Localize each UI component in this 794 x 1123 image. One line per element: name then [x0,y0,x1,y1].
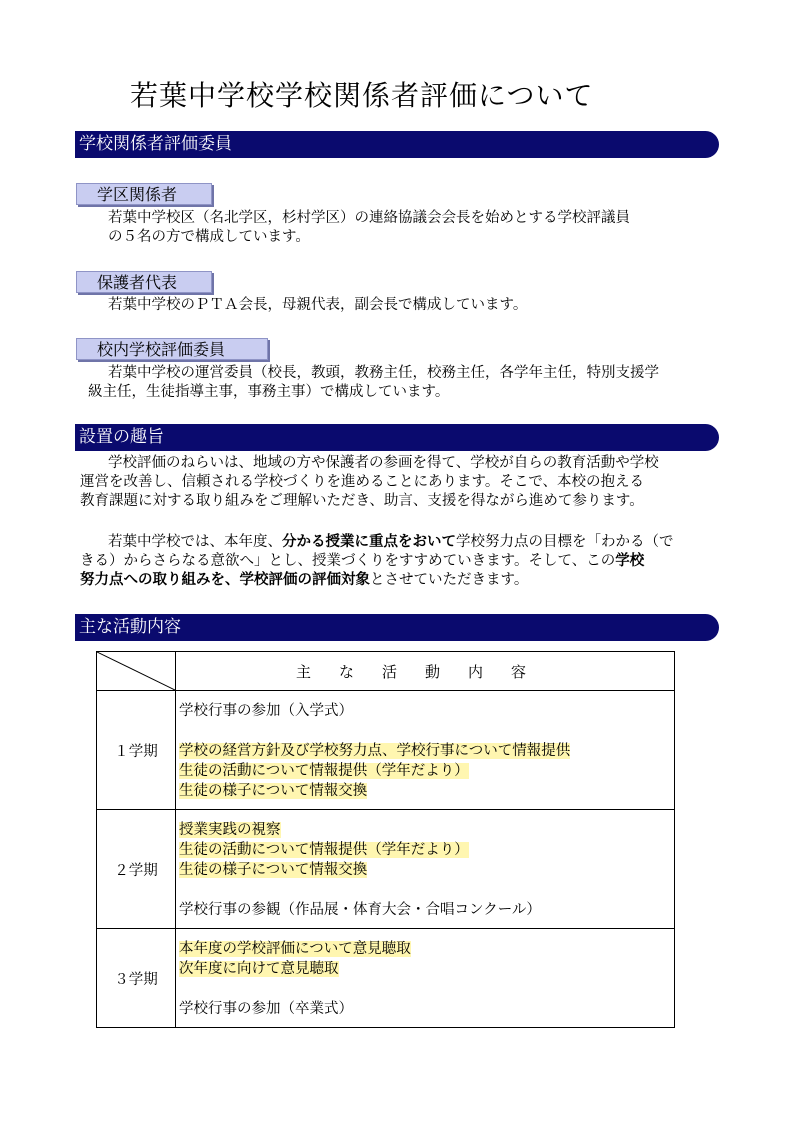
text-line: 学校評価のねらいは、地域の方や保護者の参画を得て、学校が自らの教育活動や学校 [108,455,659,471]
diagonal-line-icon [97,652,175,690]
spacer [179,979,671,999]
table-header-row [97,652,675,691]
activity-item: 生徒の様子について情報交換 [179,862,368,878]
section-heading-members: 学校関係者評価委員 [75,131,719,158]
desc-internal-committee [80,364,720,402]
activity-item: 学校行事の参加（卒業式） [179,1001,353,1017]
text-line: 級主任，生徒指導主事，事務主事）で構成しています。 [88,384,450,400]
purpose-paragraph-1 [80,454,720,511]
term-label: ３学期 [97,929,176,1028]
activity-item: 学校行事の参加（入学式） [179,703,353,719]
text-line: 教育課題に対する取り組みをご理解いただき、助言、支援を得ながら進めて参ります。 [80,493,644,509]
term-label: １学期 [97,691,176,810]
activity-item: 生徒の活動について情報提供（学年だより） [179,842,469,858]
page-title: 若葉中学校学校関係者評価について [130,79,594,112]
text-line: の５名の方で構成しています。 [108,229,310,245]
table-row [97,691,675,810]
spacer [179,721,671,741]
text-line: きる）からさらなる意欲へ」とし、授業づくりをすすめていきます。そして、この学校 [80,553,645,569]
text-line: 運営を改善し、信頼される学校づくりを進めることにあります。そこで、本校の抱える [80,474,645,490]
text-line: 若葉中学校の運営委員（校長，教頭，教務主任，校務主任，各学年主任，特別支援学 [108,365,659,381]
label-school-district: 学区関係者 [76,183,212,205]
activity-item: 本年度の学校評価について意見聴取 [179,941,411,957]
table-row [97,810,675,929]
text-line: 若葉中学校のＰＴＡ会長，母親代表，副会長で構成しています。 [108,297,528,313]
purpose-paragraph-2 [80,533,720,590]
activity-item: 次年度に向けて意見聴取 [179,961,339,977]
term-items [176,810,675,929]
text-line: 若葉中学校区（名北学区，杉村学区）の連絡協議会会長を始めとする学校評議員 [108,210,630,226]
section-heading-activities: 主な活動内容 [75,614,719,641]
activity-item: 学校行事の参観（作品展・体育大会・合唱コンクール） [179,902,541,918]
spacer [179,880,671,900]
table-row [97,929,675,1028]
activity-item: 生徒の様子について情報交換 [179,783,368,799]
term-label: ２学期 [97,810,176,929]
text-line: 努力点への取り組みを、学校評価の評価対象とさせていただきます。 [80,572,529,588]
table-header: 主な活動内容 [176,652,675,691]
label-parent-rep: 保護者代表 [76,271,212,293]
desc-parent-rep [80,296,720,315]
desc-school-district [80,209,720,247]
activity-item: 生徒の活動について情報提供（学年だより） [179,763,469,779]
activities-table [96,651,675,1028]
diagonal-header-cell [97,652,176,691]
term-items [176,691,675,810]
term-items [176,929,675,1028]
activity-item: 授業実践の視察 [179,822,281,838]
text-line: 若葉中学校では、本年度、分かる授業に重点をおいて学校努力点の目標を「わかる（で [108,534,674,550]
label-internal-committee: 校内学校評価委員 [76,338,268,360]
activity-item: 学校の経営方針及び学校努力点、学校行事について情報提供 [179,743,571,759]
section-heading-purpose: 設置の趣旨 [75,424,719,451]
